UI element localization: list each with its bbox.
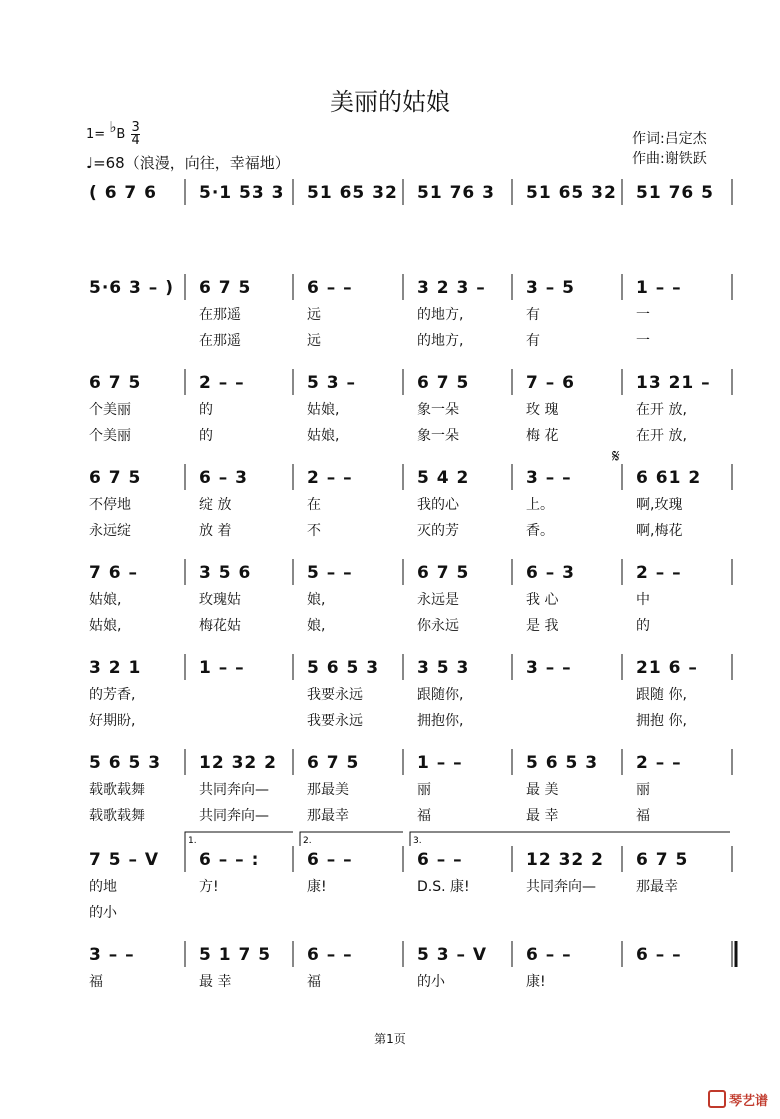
lyric-verse-1: 玫 瑰 xyxy=(526,402,559,418)
lyric-verse-2: 姑娘, xyxy=(89,618,122,634)
measure-notes: 6 – – xyxy=(307,945,353,965)
measure-notes: 2 – – xyxy=(307,468,353,488)
measure-notes: 2 – – xyxy=(199,373,245,393)
lyric-verse-2: 我要永远 xyxy=(307,713,363,729)
lyric-verse-2: 有 xyxy=(526,333,540,349)
measure-notes: 6 7 5 xyxy=(417,563,470,583)
lyric-verse-1: 共同奔向— xyxy=(526,879,596,895)
lyric-verse-2: 一 xyxy=(636,333,650,349)
lyric-verse-2: 个美丽 xyxy=(89,428,131,444)
measure-notes: 5 4 2 xyxy=(417,468,470,488)
lyric-verse-1: D.S. 康! xyxy=(417,879,470,895)
lyric-verse-2: 拥抱 你, xyxy=(636,713,687,729)
lyric-verse-1: 载歌载舞 xyxy=(89,782,145,798)
lyric-verse-2: 共同奔向— xyxy=(199,808,269,824)
measure-notes: 7 5 – V xyxy=(89,850,160,870)
lyric-verse-2: 象一朵 xyxy=(417,428,459,444)
lyric-verse-2: 的 xyxy=(636,618,650,634)
lyric-verse-2: 香。 xyxy=(526,523,554,539)
lyric-verse-1: 永远是 xyxy=(417,592,459,608)
lyric-verse-1: 啊,玫瑰 xyxy=(636,497,683,513)
lyric-verse-2: 那最幸 xyxy=(307,808,349,824)
volta-bracket xyxy=(410,832,730,846)
lyric-verse-2: 的 xyxy=(199,428,213,444)
lyric-verse-1: 最 幸 xyxy=(199,974,232,990)
time-bottom: 4 xyxy=(131,133,140,148)
key-prefix: 1= xyxy=(86,127,106,142)
lyric-verse-1: 丽 xyxy=(417,782,431,798)
lyric-verse-1: 福 xyxy=(307,974,321,990)
lyric-verse-2: 不 xyxy=(307,523,321,539)
lyric-verse-2: 啊,梅花 xyxy=(636,523,683,539)
measure-notes: 7 6 – xyxy=(89,563,138,583)
page-footer: 第1页 xyxy=(374,1032,406,1046)
measure-notes: 51 65 32 xyxy=(526,183,617,203)
lyric-verse-2: 最 幸 xyxy=(526,808,559,824)
measure-notes: 5·1 53 3 xyxy=(199,183,285,203)
volta-number: 3. xyxy=(413,836,422,846)
brand-icon xyxy=(708,1090,726,1108)
lyric-verse-1: 我要永远 xyxy=(307,687,363,703)
measure-notes: 12 32 2 xyxy=(526,850,604,870)
measure-notes: 1 – – xyxy=(417,753,463,773)
lyric-verse-2: 的地方, xyxy=(417,333,464,349)
lyric-verse-2: 娘, xyxy=(307,618,326,634)
lyric-verse-1: 玫瑰姑 xyxy=(199,592,241,608)
measure-notes: 6 – – xyxy=(417,850,463,870)
measure-notes: 6 – – xyxy=(307,278,353,298)
lyric-verse-1: 的 xyxy=(199,402,213,418)
measure-notes: ( 6 7 6 xyxy=(89,183,158,203)
measure-notes: 6 7 5 xyxy=(89,373,142,393)
lyric-verse-1: 福 xyxy=(89,974,103,990)
measure-notes: 3 – – xyxy=(526,658,572,678)
volta-bracket xyxy=(185,832,293,846)
measure-notes: 6 – – xyxy=(307,850,353,870)
lyric-verse-2: 载歌载舞 xyxy=(89,808,145,824)
time-top: 3 xyxy=(131,120,140,135)
lyric-verse-1: 康! xyxy=(526,974,546,990)
lyricist-credit: 作词:吕定杰 xyxy=(632,131,707,147)
measure-notes: 6 7 5 xyxy=(417,373,470,393)
lyric-verse-2: 拥抱你, xyxy=(417,713,464,729)
brand-text: 琴艺谱 xyxy=(728,1094,768,1109)
lyric-verse-1: 一 xyxy=(636,307,650,323)
measure-notes: 6 61 2 xyxy=(636,468,702,488)
lyric-verse-1: 姑娘, xyxy=(89,592,122,608)
lyric-verse-2: 放 着 xyxy=(199,523,232,539)
measure-notes: 3 5 6 xyxy=(199,563,252,583)
lyric-verse-2: 在那遥 xyxy=(199,333,241,349)
measure-notes: 3 2 1 xyxy=(89,658,142,678)
measure-notes: 6 7 5 xyxy=(307,753,360,773)
lyric-verse-1: 在开 放, xyxy=(636,402,687,418)
volta-number: 2. xyxy=(303,836,312,846)
measure-notes: 6 7 5 xyxy=(199,278,252,298)
page-title: 美丽的姑娘 xyxy=(330,88,450,116)
segno-sign: 𝄋 xyxy=(612,446,620,467)
lyric-verse-1: 的地 xyxy=(89,879,117,895)
lyric-verse-1: 个美丽 xyxy=(89,402,131,418)
measure-notes: 5 6 5 3 xyxy=(307,658,380,678)
measure-notes: 1 – – xyxy=(199,658,245,678)
measure-notes: 5 – – xyxy=(307,563,353,583)
lyric-verse-1: 象一朵 xyxy=(417,402,459,418)
measure-notes: 51 76 3 xyxy=(417,183,495,203)
lyric-verse-1: 中 xyxy=(636,592,650,608)
lyric-verse-1: 那最幸 xyxy=(636,879,678,895)
lyric-verse-2: 在开 放, xyxy=(636,428,687,444)
lyric-verse-1: 丽 xyxy=(636,782,650,798)
lyric-verse-2: 好期盼, xyxy=(89,713,136,729)
measure-notes: 51 65 32 xyxy=(307,183,398,203)
measure-notes: 3 – 5 xyxy=(526,278,575,298)
measure-notes: 5 3 – xyxy=(307,373,356,393)
measure-notes: 3 2 3 – xyxy=(417,278,486,298)
measure-notes: 6 – – xyxy=(526,945,572,965)
measure-notes: 1 – – xyxy=(636,278,682,298)
lyric-verse-2: 梅花姑 xyxy=(199,618,241,634)
measure-notes: 5 6 5 3 xyxy=(526,753,599,773)
lyric-verse-2: 福 xyxy=(636,808,650,824)
lyric-verse-2: 福 xyxy=(417,808,431,824)
measure-notes: 6 7 5 xyxy=(89,468,142,488)
lyric-verse-1: 娘, xyxy=(307,592,326,608)
measure-notes: 3 5 3 xyxy=(417,658,470,678)
measure-notes: 3 – – xyxy=(526,468,572,488)
measure-notes: 3 – – xyxy=(89,945,135,965)
lyric-verse-1: 方! xyxy=(199,879,219,895)
lyric-verse-1: 最 美 xyxy=(526,782,559,798)
lyric-verse-1: 跟随 你, xyxy=(636,687,687,703)
lyric-verse-1: 康! xyxy=(307,879,327,895)
measure-notes: 6 – – xyxy=(636,945,682,965)
lyric-verse-1: 姑娘, xyxy=(307,402,340,418)
lyric-verse-1: 我的心 xyxy=(417,497,459,513)
measure-notes: 12 32 2 xyxy=(199,753,277,773)
lyric-verse-1: 共同奔向— xyxy=(199,782,269,798)
lyric-verse-2: 是 我 xyxy=(526,618,559,634)
lyric-verse-2: 的小 xyxy=(89,905,117,921)
lyric-verse-1: 我 心 xyxy=(526,592,559,608)
lyric-verse-1: 在那遥 xyxy=(199,307,241,323)
lyric-verse-1: 的小 xyxy=(417,974,445,990)
lyric-verse-1: 上。 xyxy=(526,497,554,513)
measure-notes: 5 3 – V xyxy=(417,945,488,965)
lyric-verse-2: 远 xyxy=(307,333,321,349)
lyric-verse-2: 永远绽 xyxy=(89,523,131,539)
measure-notes: 6 – 3 xyxy=(199,468,248,488)
lyric-verse-2: 梅 花 xyxy=(526,428,559,444)
measure-notes: 5 6 5 3 xyxy=(89,753,162,773)
volta-number: 1. xyxy=(188,836,197,846)
lyric-verse-1: 有 xyxy=(526,307,540,323)
measure-notes: 5·6 3 – ) xyxy=(89,278,174,298)
measure-notes: 51 76 5 xyxy=(636,183,714,203)
measure-notes: 7 – 6 xyxy=(526,373,575,393)
lyric-verse-1: 的芳香, xyxy=(89,687,136,703)
measure-notes: 13 21 – xyxy=(636,373,711,393)
lyric-verse-2: 姑娘, xyxy=(307,428,340,444)
tempo-marking: ♩=68（浪漫，向往，幸福地） xyxy=(86,154,290,172)
key-note: B xyxy=(116,127,126,142)
measure-notes: 21 6 – xyxy=(636,658,698,678)
composer-credit: 作曲:谢铁跃 xyxy=(632,151,707,167)
measure-notes: 6 – – : xyxy=(199,850,260,870)
volta-bracket xyxy=(300,832,403,846)
lyric-verse-1: 的地方, xyxy=(417,307,464,323)
measure-notes: 2 – – xyxy=(636,753,682,773)
lyric-verse-1: 那最美 xyxy=(307,782,349,798)
lyric-verse-1: 绽 放 xyxy=(199,497,232,513)
measure-notes: 2 – – xyxy=(636,563,682,583)
lyric-verse-2: 灭的芳 xyxy=(417,523,459,539)
lyric-verse-1: 远 xyxy=(307,307,321,323)
measure-notes: 6 – 3 xyxy=(526,563,575,583)
brand-logo xyxy=(708,1090,768,1109)
measure-notes: 6 7 5 xyxy=(636,850,689,870)
key-flat: ♭ xyxy=(109,118,117,136)
lyric-verse-2: 你永远 xyxy=(417,618,459,634)
lyric-verse-1: 在 xyxy=(307,497,321,513)
lyric-verse-1: 跟随你, xyxy=(417,687,464,703)
lyric-verse-1: 不停地 xyxy=(89,497,131,513)
measure-notes: 5 1 7 5 xyxy=(199,945,272,965)
